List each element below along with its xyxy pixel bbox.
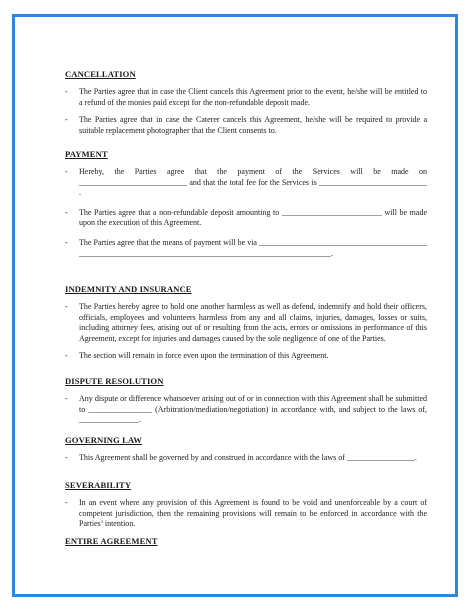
- dash-bullet: -: [65, 453, 68, 462]
- list-item: [65, 238, 427, 259]
- section-cancellation: [65, 69, 427, 136]
- dash-bullet: -: [65, 302, 68, 311]
- item-text: This Agreement shall be governed by and construed in accordance with the laws of _________________.: [79, 453, 417, 462]
- list-item: [65, 453, 427, 464]
- list-item: [65, 394, 427, 426]
- list-item: [65, 351, 427, 362]
- dash-bullet: -: [65, 498, 68, 507]
- section-heading: GOVERNING LAW: [65, 435, 142, 445]
- item-text: The Parties agree that in case the Caterer cancels this Agreement, he/she will be required to provide a suitable replacement photographer that the Client consents to.: [79, 115, 427, 135]
- dash-bullet: -: [65, 207, 68, 217]
- dash-bullet: -: [65, 87, 68, 96]
- section-entire-agreement: [65, 536, 427, 547]
- section-payment: [65, 149, 427, 259]
- section-heading: ENTIRE AGREEMENT: [65, 536, 158, 546]
- section-dispute-resolution: [65, 376, 427, 426]
- dash-bullet: -: [65, 167, 68, 176]
- list-item: [65, 87, 427, 108]
- section-heading: INDEMNITY AND INSURANCE: [65, 284, 192, 294]
- item-text: The Parties agree that in case the Client cancels this Agreement prior to the event, he/she will be entitled to a refund of the monies paid except for the non-refundable deposit made.: [79, 87, 427, 107]
- item-text: The Parties agree that the means of payment will be via _________________________________________________________________________________________________________.: [79, 237, 427, 258]
- list-item: [65, 167, 427, 199]
- item-text: The Parties hereby agree to hold one another harmless as well as defend, indemnify and hold their officers, officials, employees and volunteers harmless from any and all claims, injuries, damages, losses or suits, including attorney fees, arising out of or resulting from the acts, errors or omissions in performance of this Agreement, except for injuries and damages caused by the sole negligence of one of the Parties.: [79, 302, 427, 343]
- section-heading: CANCELLATION: [65, 69, 136, 79]
- section-severability: [65, 480, 427, 530]
- dash-bullet: -: [65, 394, 68, 403]
- item-text: In an event where any provision of this Agreement is found to be void and unenforceable by a court of competent jurisdiction, then the remaining provisions will remain to be enforced in accordance with the Parties’ intention.: [79, 498, 427, 529]
- section-heading: SEVERABILITY: [65, 480, 132, 490]
- section-governing-law: [65, 435, 427, 464]
- list-item: [65, 208, 427, 229]
- section-indemnity: [65, 284, 427, 362]
- item-text: Any dispute or difference whatsoever arising out of or in connection with this Agreement shall be submitted to ________________ (Arbitration/mediation/negotiation) in accordance with, and subject to the laws of, _______________.: [79, 394, 427, 425]
- document-page: [12, 14, 458, 597]
- list-item: [65, 115, 427, 136]
- list-item: [65, 302, 427, 344]
- dash-bullet: -: [65, 115, 68, 125]
- list-item: [65, 498, 427, 530]
- dash-bullet: -: [65, 237, 68, 247]
- item-text: The Parties agree that a non-refundable deposit amounting to _________________________ will be made upon the execution of this Agreement.: [79, 207, 427, 228]
- section-heading: PAYMENT: [65, 149, 108, 159]
- dash-bullet: -: [65, 351, 68, 361]
- item-text: The section will remain in force even upon the termination of this Agreement.: [79, 351, 329, 361]
- section-heading: DISPUTE RESOLUTION: [65, 376, 164, 386]
- item-text: Hereby, the Parties agree that the payment of the Services will be made on ___________________________ and that the total fee for the Services is ___________________________ .: [79, 167, 427, 198]
